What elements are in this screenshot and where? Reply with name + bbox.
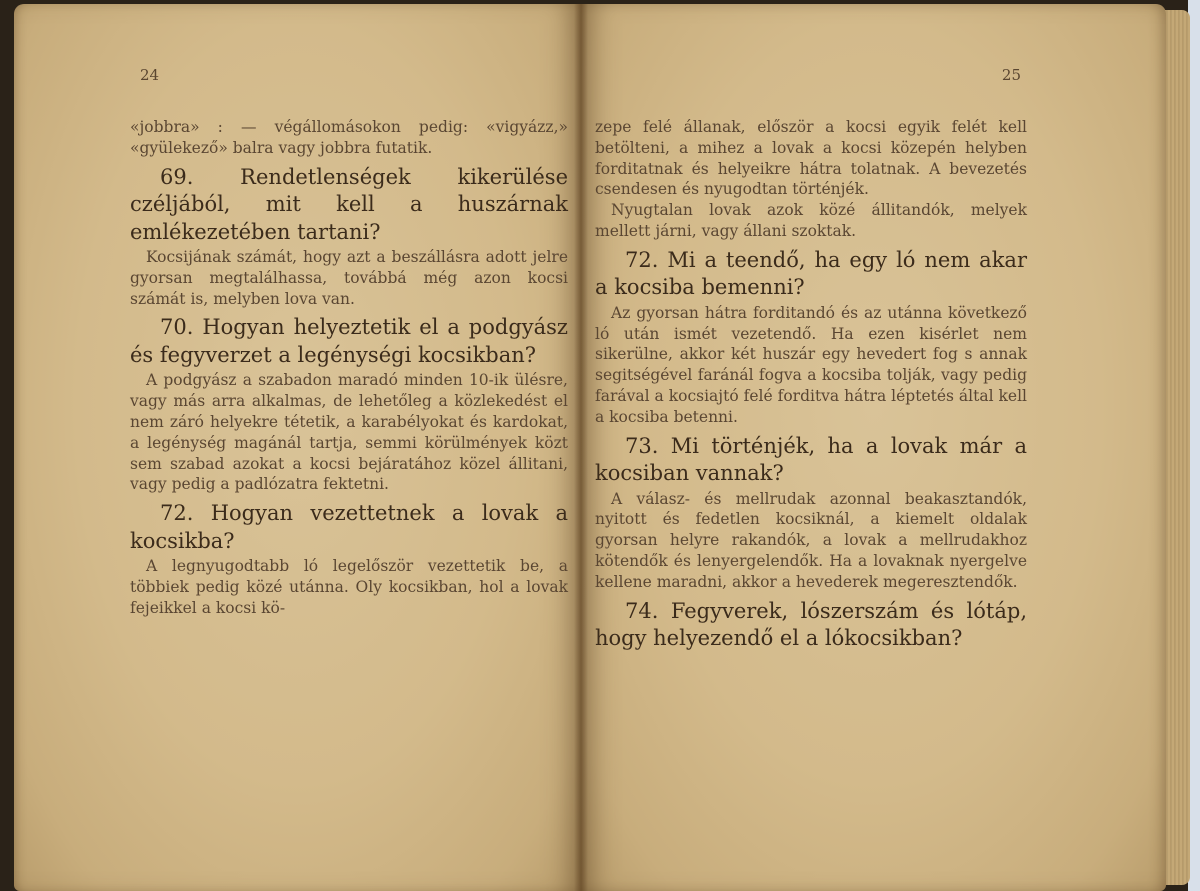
page-number: 24 — [140, 66, 160, 84]
question-heading: 73. Mi történjék, ha a lovak már a kocsiban vannak? — [595, 433, 1027, 486]
paragraph: zepe felé állanak, először a kocsi egyik felét kell betölteni, a mihez a lovak a kocsi közepén helyben forditatnak és helyeikre hátra tolatnak. A bevezetés csendesen és nyugodtan történjék. — [595, 118, 1027, 199]
paragraph: A podgyász a szabadon maradó minden 10-ik ülésre, vagy más arra alkalmas, de lehetőleg a közlekedést el nem záró helyekre tétetik, a karabélyokat és kardokat, a legénység magánál tartja, semmi körülmények közt sem szabad azokat a kocsi bejáratához közel állitani, vagy pedig a padlózatra fektetni. — [130, 371, 568, 494]
paragraph: A legnyugodtabb ló legelőször vezettetik be, a többiek pedig közé utánna. Oly kocsikban, hol a lovak fejeikkel a kocsi kö- — [130, 557, 568, 617]
paragraph: «jobbra» : — végállomásokon pedig: «vigyázz,» «gyülekező» balra vagy jobbra futatik. — [130, 118, 568, 157]
book-gutter — [574, 4, 588, 891]
question-heading: 70. Hogyan helyeztetik el a podgyász és fegyverzet a legénységi kocsikban? — [130, 315, 568, 367]
question-heading: 72. Hogyan vezettetnek a lovak a kocsikba? — [130, 501, 568, 553]
paragraph: Kocsijának számát, hogy azt a beszállásra adott jelre gyorsan megtalálhassa, továbbá még azon kocsi számát is, melyben lova van. — [130, 248, 568, 308]
text-column — [130, 117, 568, 619]
question-heading: 74. Fegyverek, lószerszám és lótáp, hogy helyezendő el a lókocsikban? — [595, 598, 1027, 651]
text-column — [595, 117, 1027, 654]
paragraph: Nyugtalan lovak azok közé állitandók, melyek mellett járni, vagy állani szoktak. — [595, 201, 1027, 240]
paragraph: Az gyorsan hátra forditandó és az utánna következő ló után ismét vezetendő. Ha ezen kisérlet nem sikerülne, akkor két huszár egy hevedert fog s annak segitségével faránál fogva a kocsiba tolják, vagy pedig farával a kocsiajtó felé forditva hátra léptetés által kell a kocsiba betenni. — [595, 303, 1027, 426]
page-number: 25 — [1001, 66, 1021, 84]
question-heading: 72. Mi a teendő, ha egy ló nem akar a kocsiba bemenni? — [595, 247, 1027, 300]
left-page — [14, 4, 581, 891]
paragraph: A válasz- és mellrudak azonnal beakasztandók, nyitott és fedetlen kocsiknál, a kiemelt oldalak gyorsan helyre rakandók, a lovak a mellrudakhoz kötendők és lenyergelendők. Ha a lovaknak nyergelve kellene maradni, akkor a hevederek megeresztendők. — [595, 489, 1027, 591]
right-page — [581, 4, 1166, 891]
question-heading: 69. Rendetlenségek kikerülése czéljából, mit kell a huszárnak emlékezetében tartani? — [130, 164, 568, 244]
